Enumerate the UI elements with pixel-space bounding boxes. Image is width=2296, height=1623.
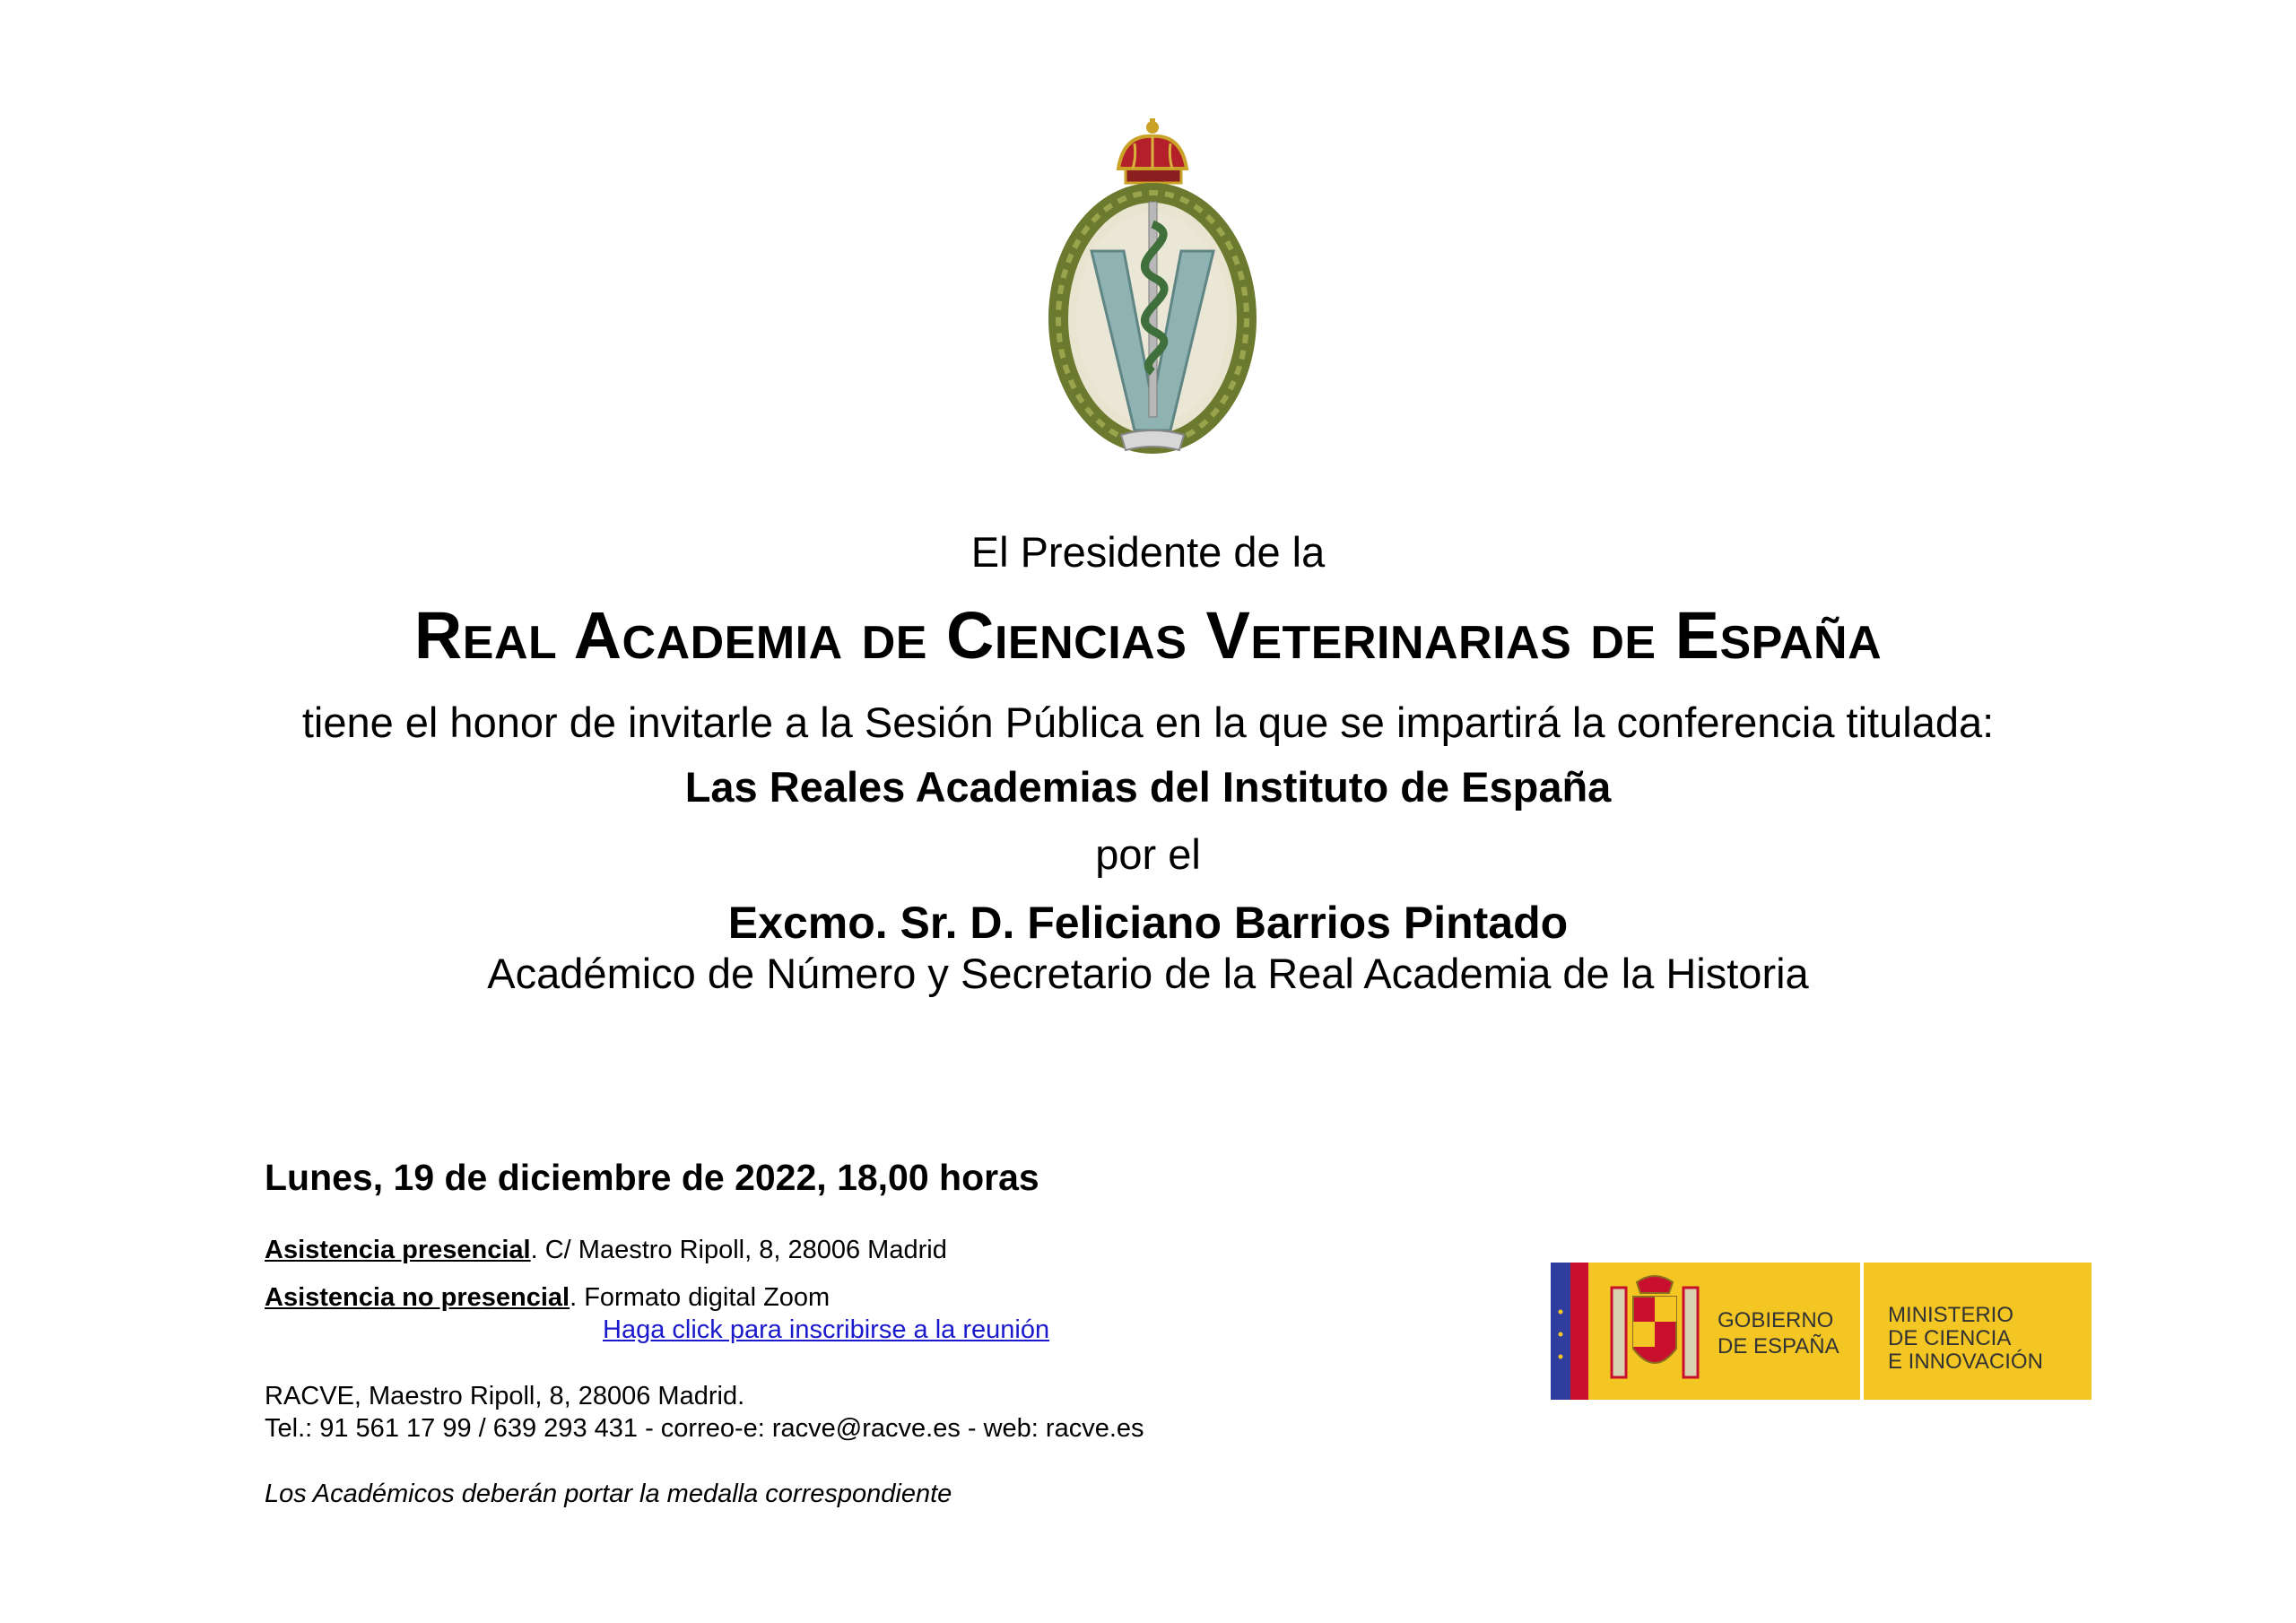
crown-icon <box>1118 118 1187 183</box>
presidente-line: El Presidente de la <box>970 528 1326 576</box>
contact-details: Tel.: 91 561 17 99 / 639 293 431 - correo-e: racve@racve.es - web: racve.es <box>265 1414 1144 1443</box>
remote-attendance <box>265 1283 830 1313</box>
invitation-line: tiene el honor de invitarle a la Sesión Pública en la que se impartirá la conferencia titulada: <box>301 699 1995 746</box>
remote-label: Asistencia no presencial <box>265 1283 570 1312</box>
conference-title: Las Reales Academias del Instituto de España <box>684 763 1612 811</box>
event-date-time: Lunes, 19 de diciembre de 2022, 18,00 horas <box>265 1157 1039 1198</box>
in-person-label: Asistencia presencial <box>265 1236 531 1264</box>
ministry-text-3: E INNOVACIÓN <box>1888 1350 2043 1374</box>
coat-of-arms-icon <box>1612 1276 1698 1377</box>
speaker-role: Académico de Número y Secretario de la Real Academia de la Historia <box>487 950 1809 997</box>
in-person-attendance <box>265 1236 947 1265</box>
speaker-name: Excmo. Sr. D. Feliciano Barrios Pintado <box>727 898 1569 948</box>
ministry-text-2: DE CIENCIA <box>1888 1326 2012 1350</box>
contact-address: RACVE, Maestro Ripoll, 8, 28006 Madrid. <box>265 1382 745 1410</box>
academy-name: Real Academia de Ciencias Veterinarias de España <box>413 598 1883 673</box>
in-person-address: . C/ Maestro Ripoll, 8, 28006 Madrid <box>530 1236 947 1264</box>
gobierno-ministerio-logo <box>1551 1263 2092 1400</box>
academy-emblem-icon <box>1036 117 1269 475</box>
gov-text-2: DE ESPAÑA <box>1718 1334 1839 1358</box>
por-el-line: por el <box>1095 830 1201 878</box>
medal-note: Los Académicos deberán portar la medalla correspondiente <box>265 1480 952 1508</box>
ministry-text-1: MINISTERIO <box>1888 1303 2014 1327</box>
gov-text-1: GOBIERNO <box>1718 1308 1834 1332</box>
register-link[interactable]: Haga click para inscribirse a la reunión <box>603 1315 1050 1344</box>
remote-format: . Formato digital Zoom <box>570 1283 831 1312</box>
